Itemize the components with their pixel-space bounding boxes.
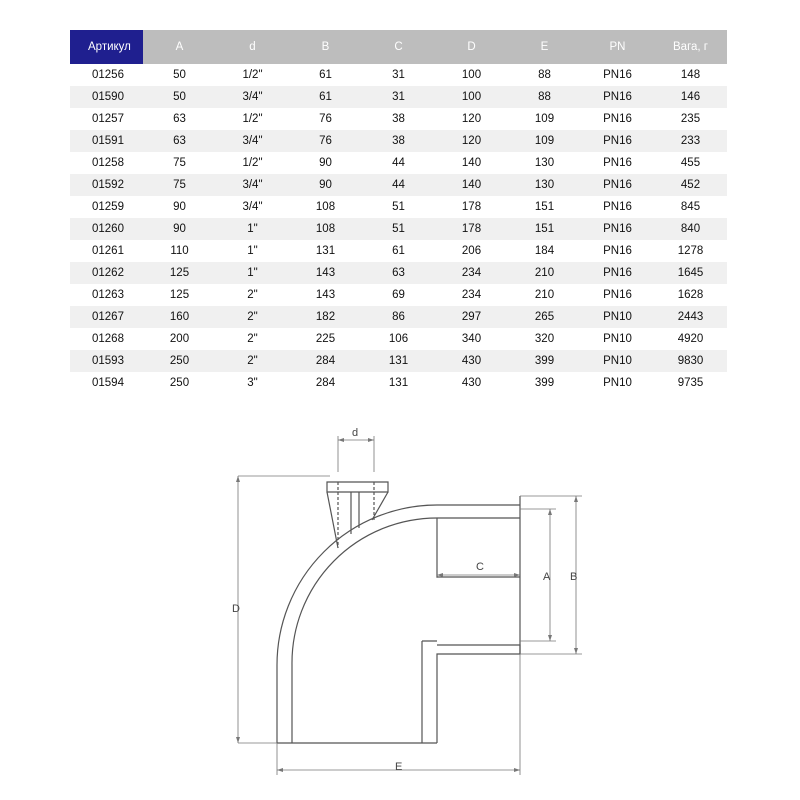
table-cell: 130 (534, 157, 555, 169)
table-cell: 131 (315, 245, 336, 257)
elbow-inner-wall (292, 518, 520, 743)
table-cell: 206 (461, 245, 482, 257)
table-cell: PN10 (581, 350, 654, 372)
table-cell: 131 (388, 377, 409, 389)
table-cell: 140 (461, 157, 482, 169)
table-cell: 69 (392, 289, 405, 301)
table-cell: 106 (388, 333, 409, 345)
table-cell: 399 (508, 350, 581, 372)
table-cell: 284 (289, 350, 362, 372)
table-cell: 143 (315, 289, 336, 301)
table-cell: PN16 (603, 245, 632, 257)
table-cell: 86 (362, 306, 435, 328)
table-row (70, 64, 727, 86)
table-cell: PN16 (603, 69, 632, 81)
table-cell: PN16 (603, 113, 632, 125)
table-cell: 63 (143, 130, 216, 152)
table-cell: 50 (143, 86, 216, 108)
table-cell: 125 (143, 262, 216, 284)
table-cell: 1" (216, 218, 289, 240)
header-d-outer: D (435, 30, 508, 64)
table-cell: 01263 (92, 289, 124, 301)
table-cell: 1278 (677, 245, 704, 257)
table-cell: 148 (680, 69, 701, 81)
table-cell: 1/2" (242, 69, 263, 81)
header-weight: Вага, г (654, 30, 727, 64)
table-cell: PN16 (581, 174, 654, 196)
table-cell: 01268 (92, 333, 124, 345)
table-cell: 01256 (92, 69, 124, 81)
table-cell: 178 (461, 201, 482, 213)
label-e: E (395, 761, 403, 773)
table-cell: 2" (247, 333, 258, 345)
table-cell: 225 (315, 333, 336, 345)
table-cell: 2" (216, 350, 289, 372)
label-a: A (543, 571, 551, 583)
header-d: d (216, 30, 289, 64)
table-cell: 38 (362, 130, 435, 152)
table-cell: 250 (169, 377, 190, 389)
table-cell: 250 (143, 350, 216, 372)
table-cell: 234 (461, 289, 482, 301)
header-c: C (362, 30, 435, 64)
table-row (70, 350, 727, 372)
table-cell: 90 (319, 157, 332, 169)
elbow-spigot-step (422, 641, 437, 743)
table-cell: PN10 (603, 377, 632, 389)
table-body (70, 64, 727, 394)
table-cell: 9735 (677, 377, 704, 389)
table-row (70, 130, 727, 152)
table-row (70, 218, 727, 240)
table-cell: 90 (143, 218, 216, 240)
header-b: B (289, 30, 362, 64)
elbow-spigot (437, 645, 520, 743)
label-d-outer: D (232, 603, 240, 615)
table-cell: 90 (173, 201, 186, 213)
table-cell: 131 (362, 350, 435, 372)
table-cell: 184 (534, 245, 555, 257)
header-e: E (508, 30, 581, 64)
table-cell: 88 (538, 69, 551, 81)
table-cell: 31 (362, 86, 435, 108)
table-cell: 110 (170, 245, 189, 257)
table-cell: 3/4" (216, 174, 289, 196)
table-cell: 01259 (92, 201, 124, 213)
table-cell: 76 (289, 130, 362, 152)
table-cell: 3/4" (242, 201, 263, 213)
table-cell: 1628 (677, 289, 704, 301)
table-cell: 44 (392, 157, 405, 169)
table-cell: 01590 (70, 86, 143, 108)
table-cell: 2" (216, 306, 289, 328)
table-cell: 01258 (92, 157, 124, 169)
table-cell: 182 (289, 306, 362, 328)
table-cell: PN16 (581, 86, 654, 108)
table-cell: 01260 (70, 218, 143, 240)
table-cell: 76 (319, 113, 332, 125)
table-cell: 340 (461, 333, 482, 345)
table-cell: 146 (654, 86, 727, 108)
table-cell: 88 (508, 86, 581, 108)
table-cell: 840 (654, 218, 727, 240)
table-cell: 3" (247, 377, 258, 389)
table-cell: PN10 (603, 333, 632, 345)
table-cell: 01592 (70, 174, 143, 196)
table-row (70, 306, 727, 328)
table-cell: 01593 (70, 350, 143, 372)
table-cell: 108 (289, 218, 362, 240)
table-row (70, 196, 727, 218)
table-cell: 210 (534, 289, 555, 301)
table-cell: 130 (508, 174, 581, 196)
table-cell: 38 (392, 113, 405, 125)
table-cell: 61 (392, 245, 405, 257)
table-cell: 235 (680, 113, 701, 125)
header-pn: PN (581, 30, 654, 64)
table-cell: 452 (654, 174, 727, 196)
table-row (70, 284, 727, 306)
elbow-outer-contour (277, 505, 520, 743)
table-cell: 51 (362, 218, 435, 240)
table-cell: 1/2" (242, 113, 263, 125)
table-cell: 01262 (70, 262, 143, 284)
spec-table (70, 30, 727, 394)
table-cell: 297 (435, 306, 508, 328)
table-cell: 4920 (677, 333, 704, 345)
table-cell: 210 (508, 262, 581, 284)
table-cell: 2443 (654, 306, 727, 328)
table-row (70, 108, 727, 130)
table-cell: 01267 (70, 306, 143, 328)
table-cell: PN16 (581, 130, 654, 152)
table-row (70, 152, 727, 174)
table-cell: 200 (169, 333, 190, 345)
table-cell: 233 (654, 130, 727, 152)
table-cell: 430 (461, 377, 482, 389)
label-c: C (476, 561, 484, 573)
table-cell: 1645 (654, 262, 727, 284)
table-cell: 63 (173, 113, 186, 125)
table-cell: 01591 (70, 130, 143, 152)
table-cell: 265 (508, 306, 581, 328)
table-cell: 63 (362, 262, 435, 284)
table-cell: 3/4" (216, 130, 289, 152)
table-row (70, 328, 727, 350)
table-cell: 1" (216, 262, 289, 284)
table-cell: 455 (680, 157, 701, 169)
table-cell: 108 (315, 201, 336, 213)
table-cell: 61 (319, 69, 332, 81)
table-row (70, 262, 727, 284)
table-cell: 430 (435, 350, 508, 372)
table-cell: 1/2" (242, 157, 263, 169)
table-cell: 90 (289, 174, 362, 196)
table-cell: 399 (534, 377, 555, 389)
table-cell: 9830 (654, 350, 727, 372)
table-cell: 75 (143, 174, 216, 196)
table-row (70, 174, 727, 196)
table-cell: 143 (289, 262, 362, 284)
label-d: d (352, 427, 359, 439)
table-cell: 01594 (92, 377, 124, 389)
table-cell: 845 (680, 201, 701, 213)
table-cell: PN16 (603, 157, 632, 169)
table-cell: 3/4" (216, 86, 289, 108)
table-cell: 120 (461, 113, 482, 125)
table-cell: 320 (534, 333, 555, 345)
table-row (70, 240, 727, 262)
table-cell: 178 (435, 218, 508, 240)
table-cell: 50 (173, 69, 186, 81)
table-cell: 151 (534, 201, 555, 213)
table-cell: PN16 (603, 289, 632, 301)
table-row (70, 86, 727, 108)
table-cell: 31 (392, 69, 405, 81)
table-cell: 234 (435, 262, 508, 284)
label-b: B (570, 571, 578, 583)
table-cell: 160 (143, 306, 216, 328)
table-cell: PN16 (581, 218, 654, 240)
table-cell: PN16 (603, 201, 632, 213)
header-a: A (143, 30, 216, 64)
thread-boss (327, 482, 388, 492)
thread-boss-body (327, 492, 388, 548)
table-cell: 1" (247, 245, 258, 257)
table-cell: 120 (435, 130, 508, 152)
table-header-row (70, 30, 727, 64)
table-cell: 100 (435, 86, 508, 108)
table-cell: PN10 (581, 306, 654, 328)
table-cell: 125 (169, 289, 190, 301)
table-cell: 01257 (92, 113, 124, 125)
table-cell: 151 (508, 218, 581, 240)
table-cell: PN16 (581, 262, 654, 284)
table-row (70, 372, 727, 394)
table-cell: 140 (435, 174, 508, 196)
table-cell: 01261 (92, 245, 124, 257)
table-cell: 100 (461, 69, 482, 81)
table-cell: 2" (247, 289, 258, 301)
table-cell: 51 (392, 201, 405, 213)
table-cell: 109 (508, 130, 581, 152)
table-cell: 61 (289, 86, 362, 108)
elbow-drawing (0, 410, 800, 800)
table-cell: 44 (362, 174, 435, 196)
header-article: Артикул (70, 30, 143, 64)
table-cell: 284 (315, 377, 336, 389)
table-cell: 109 (534, 113, 555, 125)
table-cell: 75 (173, 157, 186, 169)
